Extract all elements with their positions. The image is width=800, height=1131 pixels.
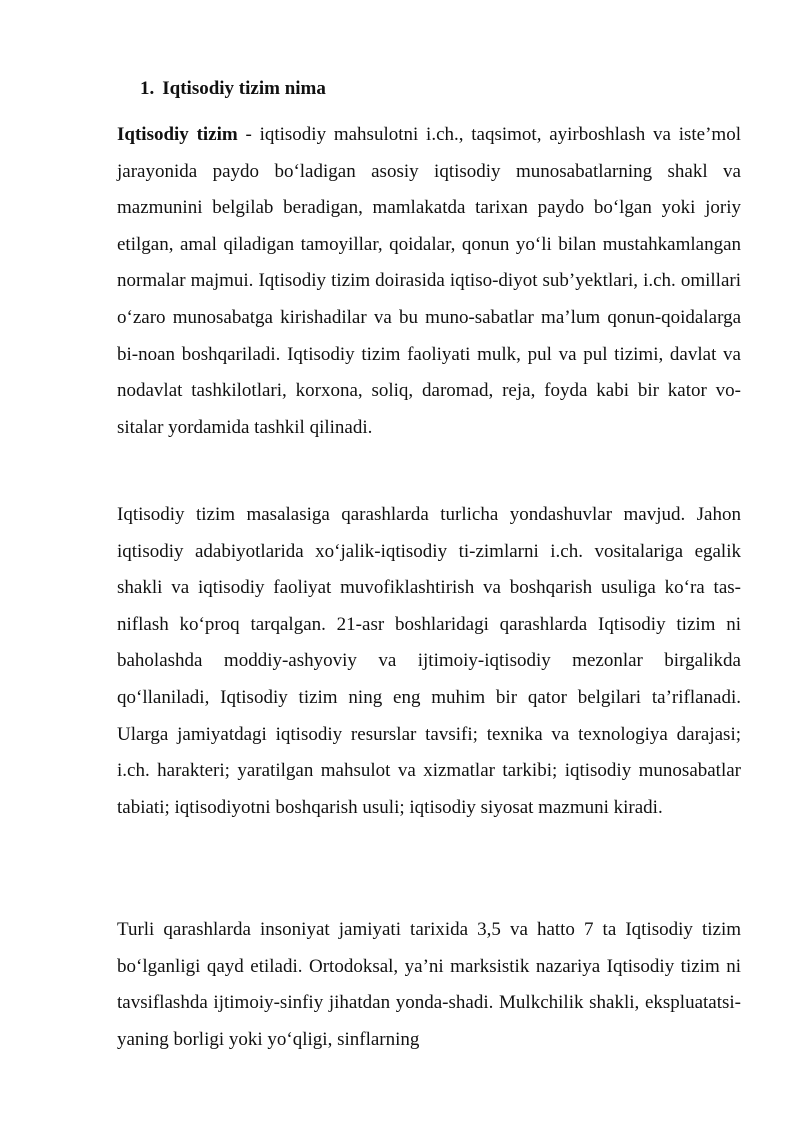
paragraph-definition [117,117,741,446]
paragraph-history: Turli qarashlarda insoniyat jamiyati tarixida 3,5 va hatto 7 ta Iqtisodiy tizim bo‘lganligi qayd etiladi. Ortodoksal, ya’ni marksistik nazariya Iqtisodiy tizim ni tavsiflashda ijtimoiy-sinfiy jihatdan yonda-shadi. Mulkchilik shakli, ekspluatatsi-yaning borligi yoki yo‘qligi, sinflarning [117,919,741,1050]
definition-text: - iqtisodiy mahsulotni i.ch., taqsimot, ayirboshlash va iste’mol jarayonida paydo bo‘ladigan asosiy iqtisodiy munosabatlarning shakl va mazmunini belgilab beradigan, mamlakatda tarixan paydo bo‘lgan yoki joriy etilgan, amal qiladigan tamoyillar, qoidalar, qonun yo‘li bilan mustahkamlangan normalar majmui. Iqtisodiy tizim doirasida iqtiso-diyot sub’yektlari, i.ch. omillari o‘zaro munosabatga kirishadilar va bu muno-sabatlar ma’lum qonun-qoidalarga bi-noan boshqariladi. Iqtisodiy tizim faoliyati mulk, pul va pul tizimi, davlat va nodavlat tashkilotlari, korxona, soliq, daromad, reja, foyda kabi bir kator vo-sitalar yordamida tashkil qilinadi. [117,124,741,438]
defined-term: Iqtisodiy tizim [117,124,238,145]
section-title: Iqtisodiy tizim nima [162,78,326,99]
paragraph-approaches: Iqtisodiy tizim masalasiga qarashlarda turlicha yondashuvlar mavjud. Jahon iqtisodiy adabiyotlarida xo‘jalik-iqtisodiy ti-zimlarni i.ch. vositalariga egalik shakli va iqtisodiy faoliyat muvofiklashtirish va boshqarish usuliga ko‘ra tas-niflash ko‘proq tarqalgan. 21-asr boshlaridagi qarashlarda Iqtisodiy tizim ni baholashda moddiy-ashyoviy va ijtimoiy-iqtisodiy mezonlar birgalikda qo‘llaniladi, Iqtisodiy tizim ning eng muhim bir qator belgilari ta’riflanadi. Ularga jamiyatdagi iqtisodiy resurslar tavsifi; texnika va texnologiya darajasi; i.ch. harakteri; yaratilgan mahsulot va xizmatlar tarkibi; iqtisodiy munosabatlar tabiati; iqtisodiyotni boshqarish usuli; iqtisodiy siyosat mazmuni kiradi. [117,504,741,818]
section-heading [140,77,326,101]
section-number: 1. [140,78,155,99]
